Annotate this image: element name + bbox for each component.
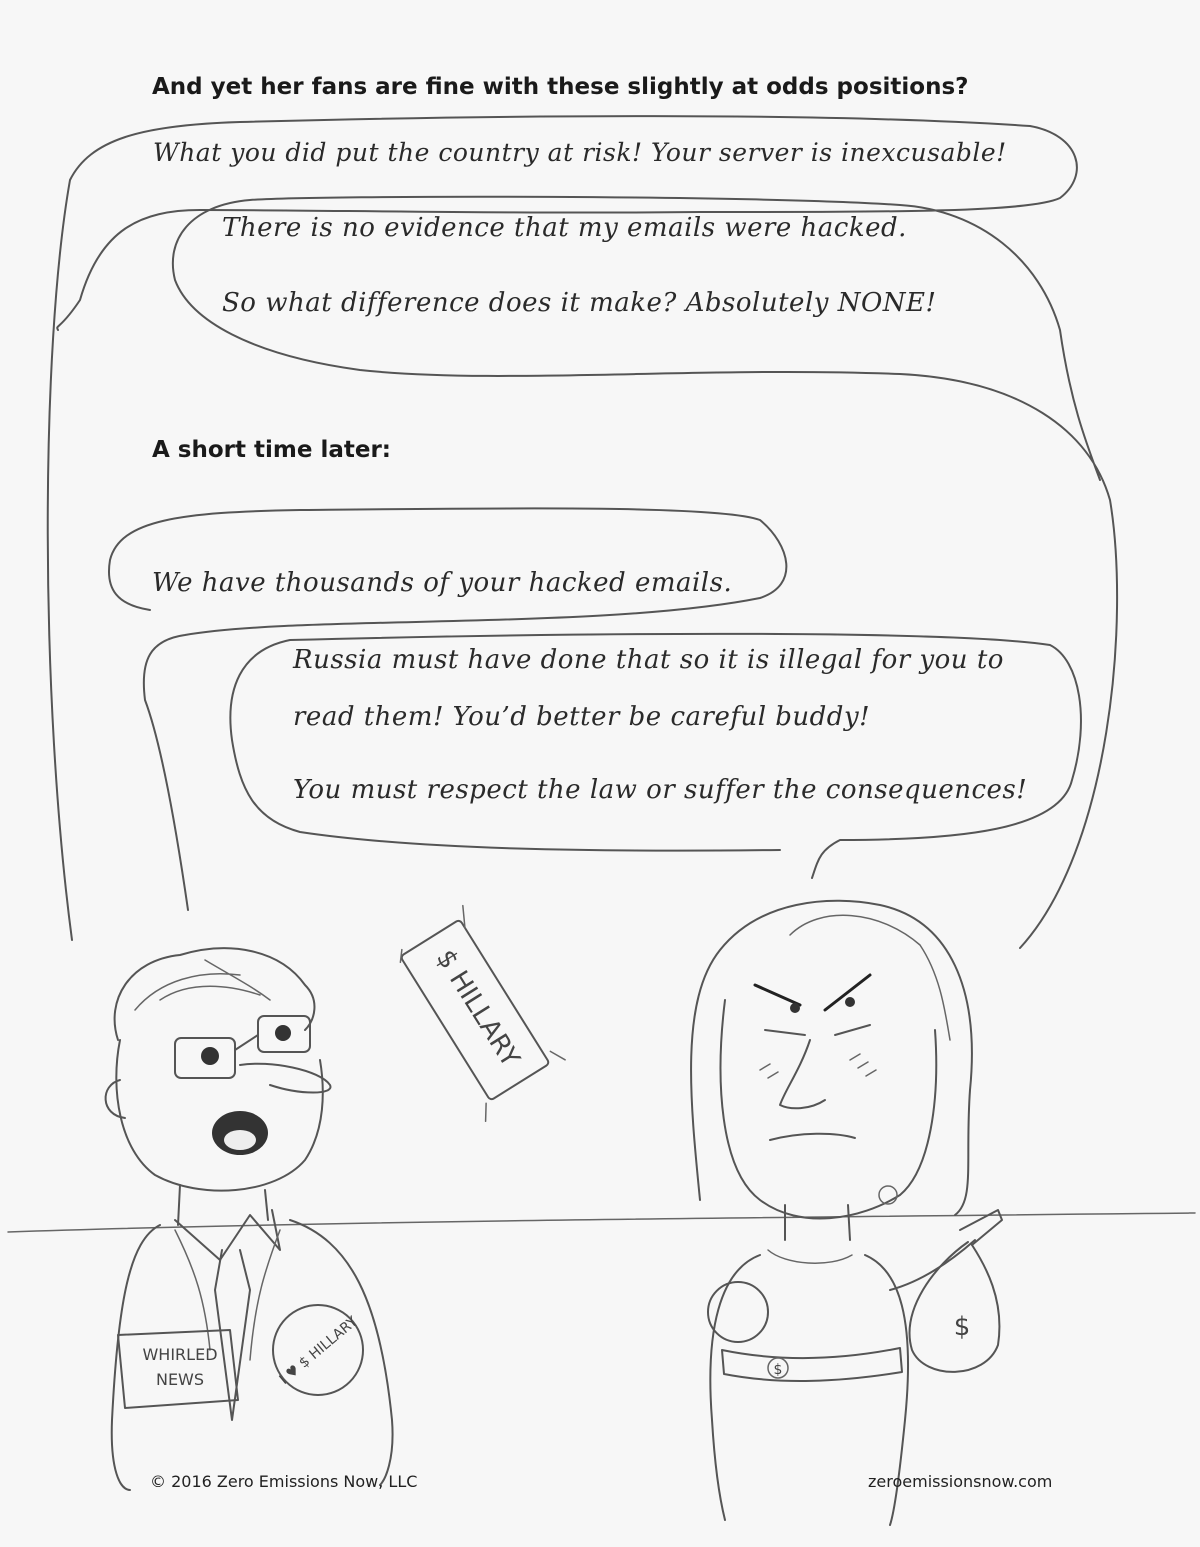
bubble-4-line-1: Russia must have done that so it is illegal for you to: [293, 645, 1004, 675]
copyright-notice: © 2016 Zero Emissions Now, LLC: [150, 1472, 418, 1491]
bubble-4-line-2: read them! You’d better be careful buddy!: [293, 702, 871, 732]
hillary-figure: [691, 901, 1002, 1525]
floating-sign-label: $ HILLARY: [429, 944, 526, 1073]
belt-symbol: $: [773, 1362, 783, 1378]
bubble-2-line-1: There is no evidence that my emails were hacked.: [222, 213, 907, 243]
bubble-2-line-2: So what difference does it make? Absolutely NONE!: [222, 288, 937, 318]
press-tag-line-1: WHIRLED: [142, 1345, 218, 1364]
caption-heading-2: A short time later:: [152, 437, 392, 463]
reporter-badge-label: I ♥ $ HILLARY: [276, 1313, 361, 1388]
reporter-figure: [106, 948, 393, 1490]
caption-heading-1: And yet her fans are fine with these slightly at odds positions?: [152, 74, 969, 100]
website-link[interactable]: zeroemissionsnow.com: [868, 1472, 1053, 1491]
money-bag-symbol: $: [953, 1312, 971, 1342]
bubble-4-line-3: You must respect the law or suffer the consequences!: [293, 775, 1028, 805]
press-tag-line-2: NEWS: [155, 1370, 205, 1389]
bubble-3-text: We have thousands of your hacked emails.: [152, 568, 733, 598]
bubble-1-text: What you did put the country at risk! Your server is inexcusable!: [153, 138, 1007, 167]
